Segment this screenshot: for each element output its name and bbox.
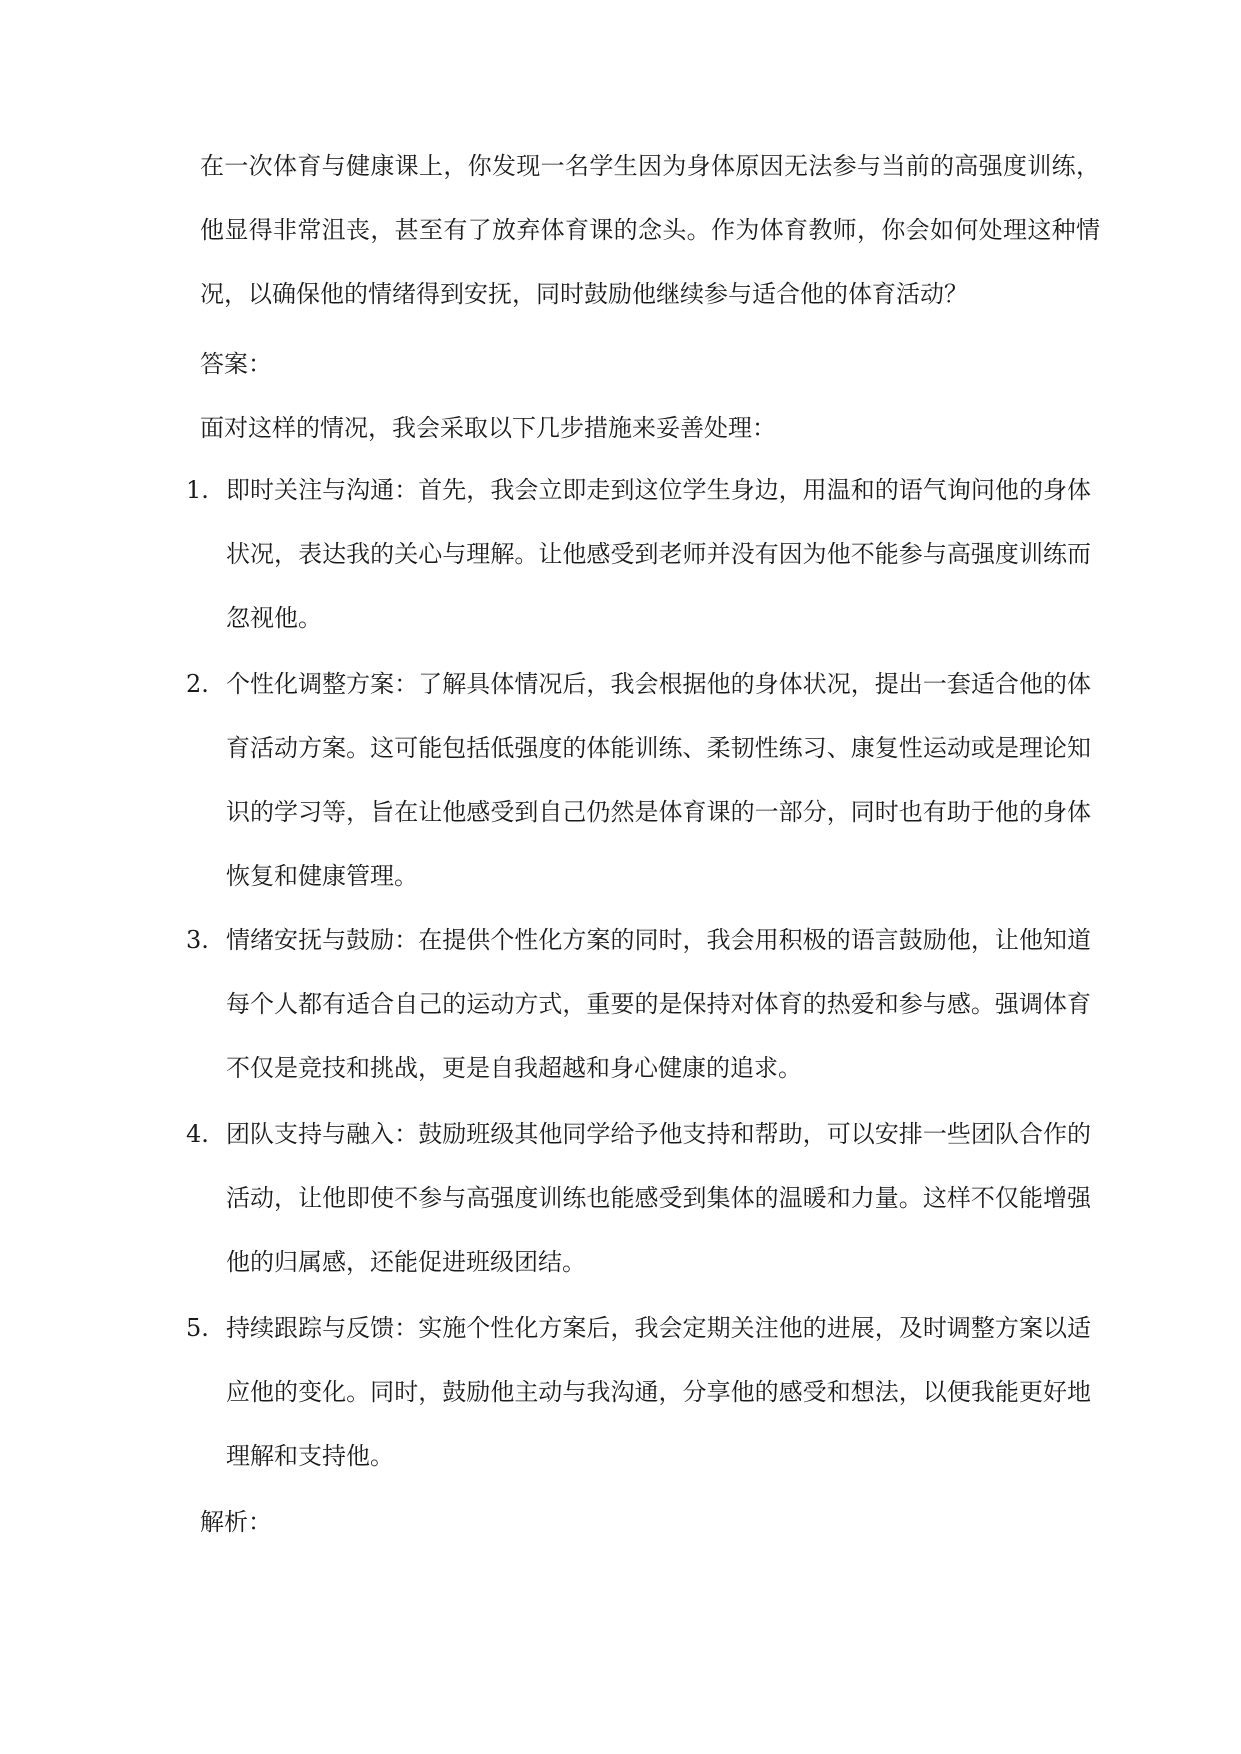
list-item-number: 3. (186, 926, 209, 954)
answer-label: 答案： (200, 350, 272, 378)
list-item-text: 情绪安抚与鼓励：在提供个性化方案的同时，我会用积极的语言鼓励他，让他知道每个人都有适合自己的运动方式，重要的是保持对体育的热爱和参与感。强调体育不仅是竞技和挑战，更是自我超越和身心健康的追求。 (226, 926, 1091, 1082)
list-item-text: 个性化调整方案：了解具体情况后，我会根据他的身体状况，提出一套适合他的体育活动方案。这可能包括低强度的体能训练、柔韧性练习、康复性运动或是理论知识的学习等，旨在让他感受到自己仍然是体育课的一部分，同时也有助于他的身体恢复和健康管理。 (226, 670, 1091, 890)
analysis-label: 解析： (200, 1508, 272, 1536)
list-item-text: 即时关注与沟通：首先，我会立即走到这位学生身边，用温和的语气询问他的身体状况，表达我的关心与理解。让他感受到老师并没有因为他不能参与高强度训练而忽视他。 (226, 476, 1091, 632)
question-text: 在一次体育与健康课上，你发现一名学生因为身体原因无法参与当前的高强度训练，他显得非常沮丧，甚至有了放弃体育课的念头。作为体育教师，你会如何处理这种情况，以确保他的情绪得到安抚，同时鼓励他继续参与适合他的体育活动？ (200, 152, 1100, 308)
list-item-text: 持续跟踪与反馈：实施个性化方案后，我会定期关注他的进展，及时调整方案以适应他的变化。同时，鼓励他主动与我沟通，分享他的感受和想法，以便我能更好地理解和支持他。 (226, 1314, 1091, 1470)
list-item-text: 团队支持与融入：鼓励班级其他同学给予他支持和帮助，可以安排一些团队合作的活动，让他即使不参与高强度训练也能感受到集体的温暖和力量。这样不仅能增强他的归属感，还能促进班级团结。 (226, 1120, 1091, 1276)
list-item-number: 1. (186, 476, 209, 504)
list-item-number: 4. (186, 1120, 209, 1148)
list-item-number: 2. (186, 670, 209, 698)
list-item-number: 5. (186, 1314, 209, 1342)
answer-intro: 面对这样的情况，我会采取以下几步措施来妥善处理： (200, 414, 776, 442)
